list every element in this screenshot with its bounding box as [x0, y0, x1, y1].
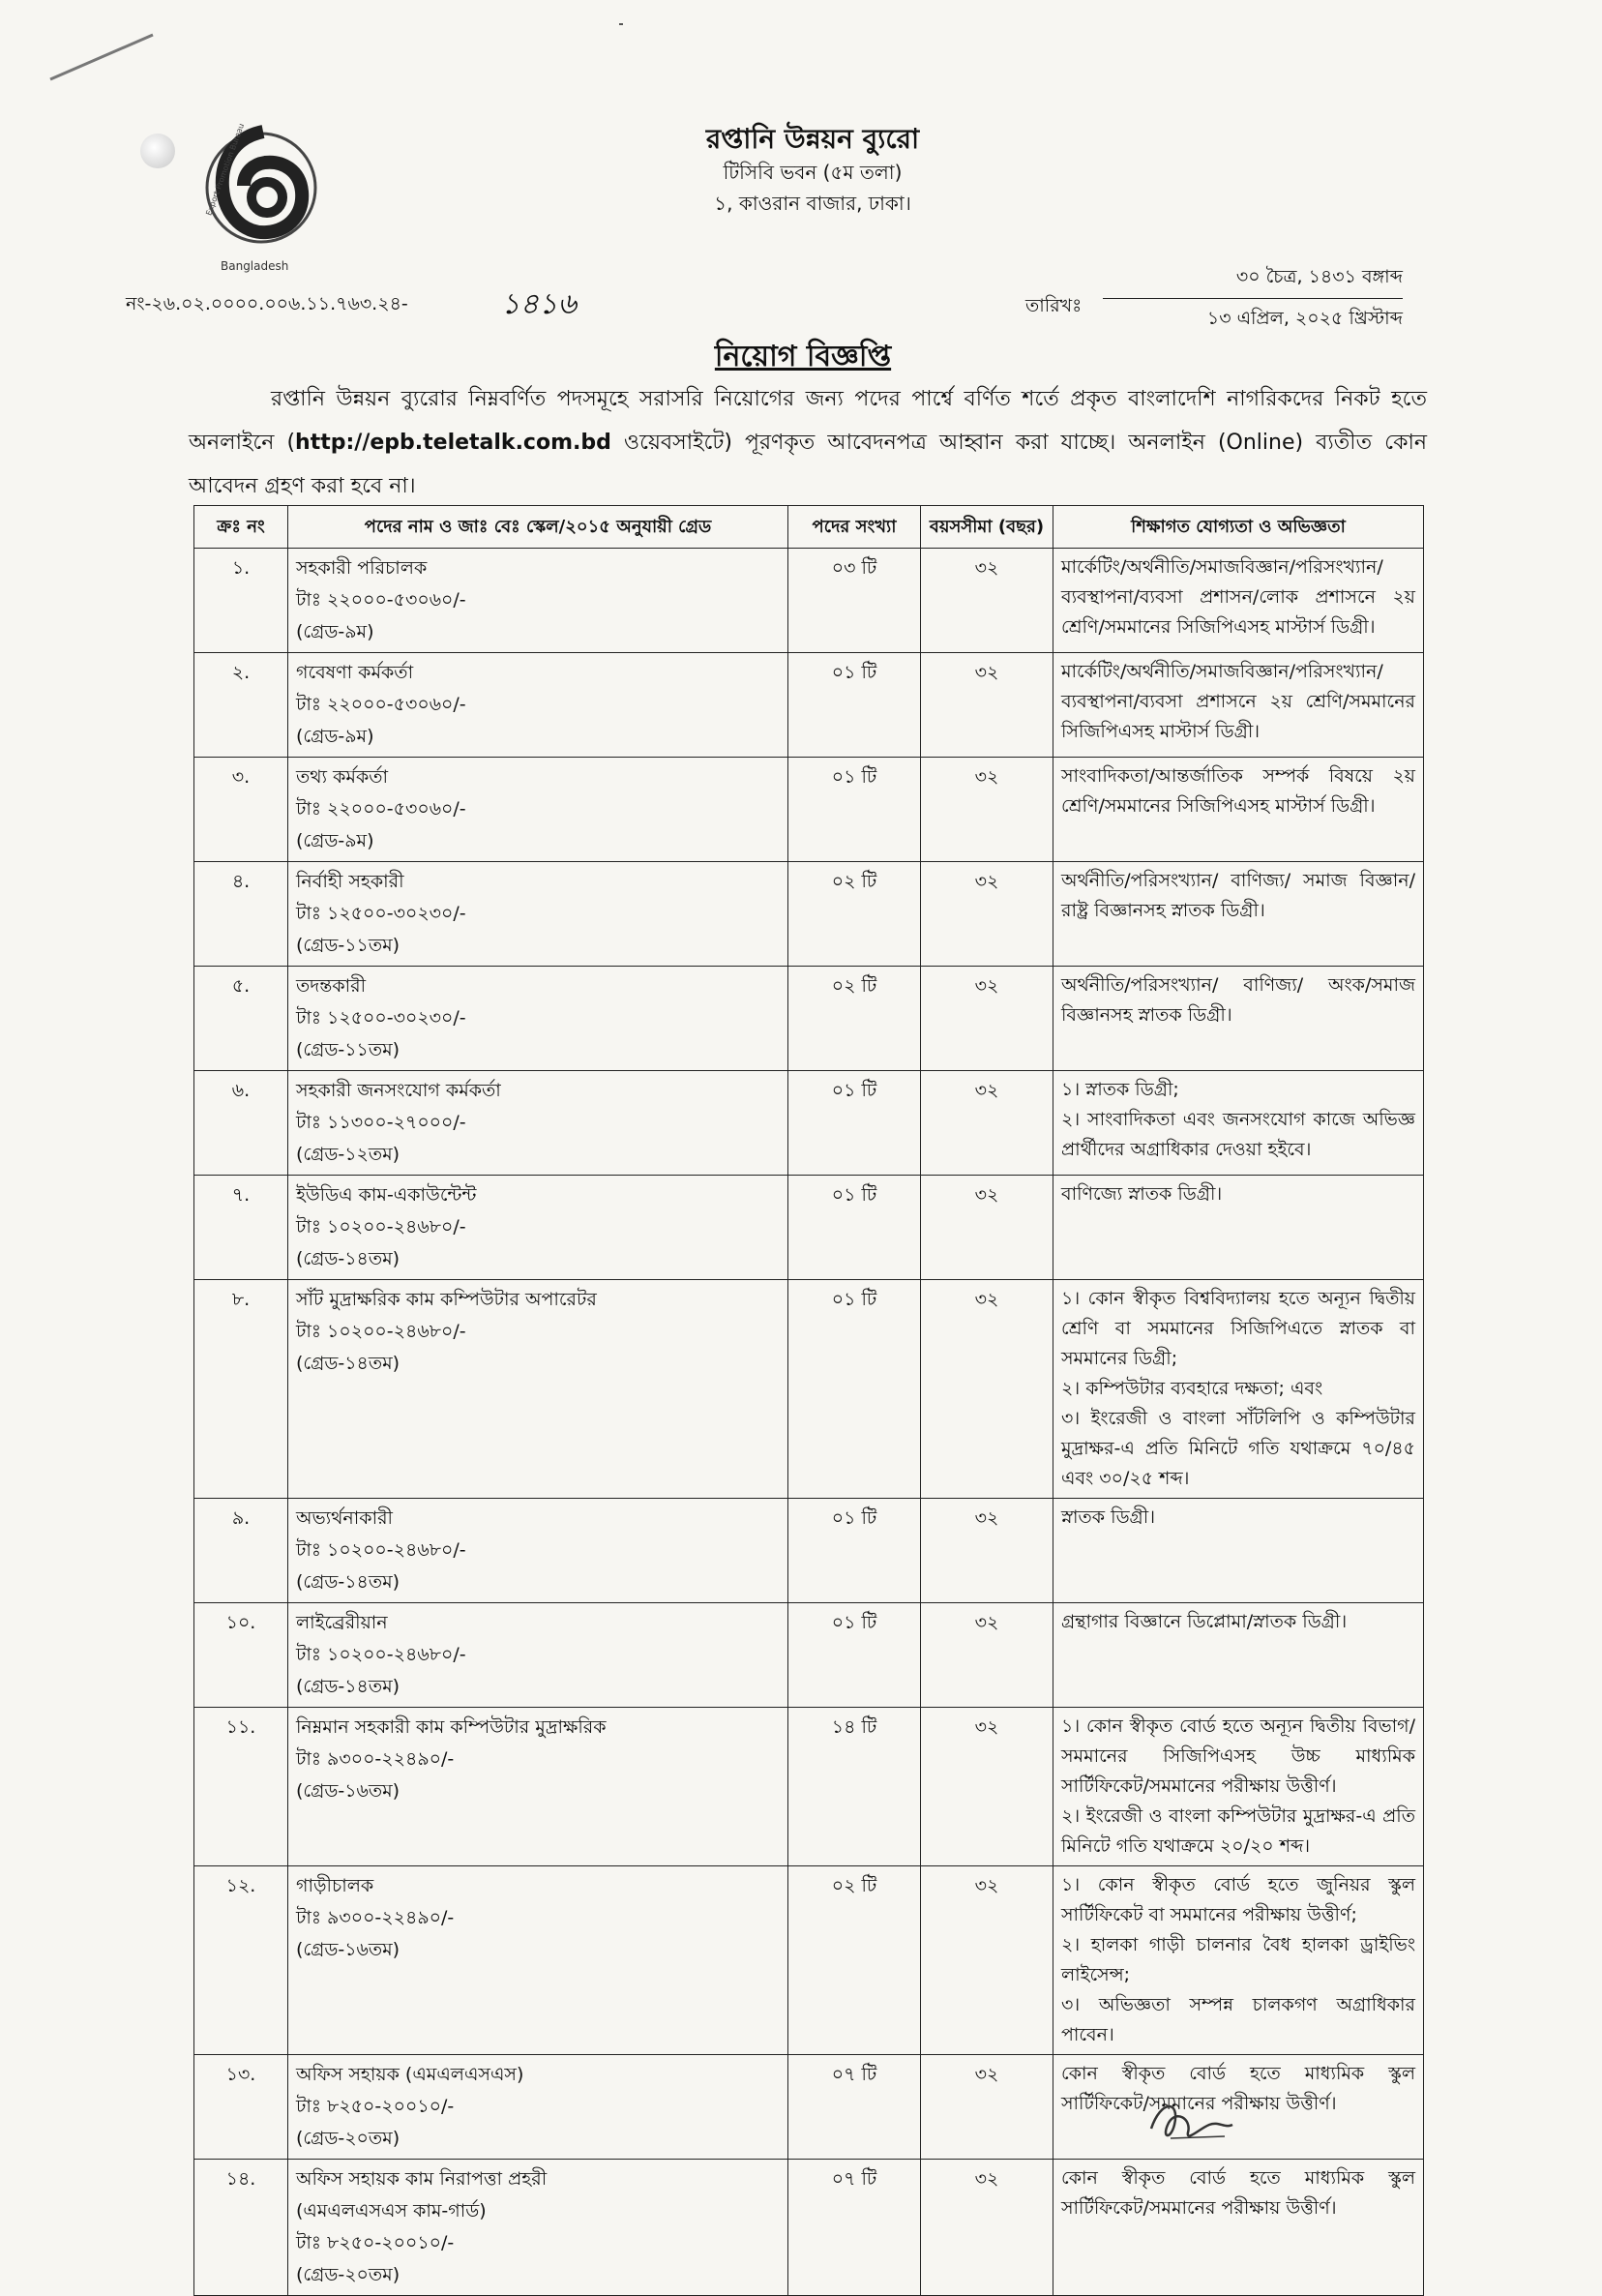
- memo-handwritten-number: ১৪১৬: [501, 287, 577, 321]
- office-name: রপ্তানি উন্নয়ন ব্যুরো: [705, 123, 920, 155]
- table-row: [194, 758, 1424, 862]
- qualification-line: ৩। অভিজ্ঞতা সম্পন্ন চালকগণ অগ্রাধিকার পাবেন।: [1061, 1994, 1415, 2045]
- row-post-count: ০৭ টি: [788, 2055, 921, 2160]
- qualification-line: ১। কোন স্বীকৃত বোর্ড হতে জুনিয়র স্কুল সার্টিফিকেট বা সমমানের পরীক্ষায় উত্তীর্ণ;: [1061, 1874, 1415, 1925]
- row-post-count: ০২ টি: [788, 967, 921, 1071]
- post-detail-line: টাঃ ৮২৫০-২০০১০/-: [296, 2232, 455, 2253]
- row-age-limit: ৩২: [921, 1499, 1053, 1603]
- post-title: সহকারী পরিচালক: [296, 557, 428, 579]
- post-title: গবেষণা কর্মকর্তা: [296, 662, 414, 683]
- row-age-limit: ৩২: [921, 653, 1053, 758]
- row-post-name: [288, 1280, 788, 1499]
- qualification-line: ৩। ইংরেজী ও বাংলা সাঁটলিপি ও কম্পিউটার মুদ্রাক্ষর-এ প্রতি মিনিটে গতি যথাক্রমে ৭০/৪৫ এবং ৩০/২৫ শব্দ।: [1061, 1408, 1415, 1489]
- row-serial: ২.: [194, 653, 288, 758]
- row-post-count: ০১ টি: [788, 1603, 921, 1708]
- row-post-name: [288, 1176, 788, 1280]
- date-label: তারিখঃ: [1025, 295, 1083, 316]
- post-title: নিম্নমান সহকারী কাম কম্পিউটার মুদ্রাক্ষরিক: [296, 1716, 607, 1738]
- qualification-line: ২। সাংবাদিকতা এবং জনসংযোগ কাজে অভিজ্ঞ প্রার্থীদের অগ্রাধিকার দেওয়া হইবে।: [1061, 1109, 1415, 1160]
- row-qualification: [1053, 1866, 1424, 2055]
- post-detail-line: (এমএলএসএস কাম-গার্ড): [296, 2200, 487, 2221]
- post-detail-line: টাঃ ৮২৫০-২০০১০/-: [296, 2096, 455, 2117]
- post-detail-line: টাঃ ১০২০০-২৪৬৮০/-: [296, 1644, 466, 1665]
- post-detail-line: (গ্রেড-১৪তম): [296, 1353, 400, 1374]
- row-qualification: [1053, 1603, 1424, 1708]
- row-qualification: [1053, 2055, 1424, 2160]
- qualification-line: গ্রন্থাগার বিজ্ঞানে ডিপ্লোমা/স্নাতক ডিগ্রী।: [1061, 1611, 1348, 1632]
- qualification-line: অর্থনীতি/পরিসংখ্যান/ বাণিজ্য/ সমাজ বিজ্ঞান/রাষ্ট্র বিজ্ঞানসহ স্নাতক ডিগ্রী।: [1061, 870, 1415, 921]
- row-age-limit: ৩২: [921, 549, 1053, 653]
- post-detail-line: (গ্রেড-৯ম): [296, 621, 374, 642]
- posts-table: [193, 505, 1424, 2296]
- row-serial: ১০.: [194, 1603, 288, 1708]
- post-detail-line: (গ্রেড-৯ম): [296, 830, 374, 851]
- memo-number: নং-২৬.০২.০০০০.০০৬.১১.৭৬৩.২৪-: [126, 293, 408, 314]
- post-title: ইউডিএ কাম-একাউন্টেন্ট: [296, 1184, 477, 1206]
- post-detail-line: টাঃ ২২০০০-৫৩০৬০/-: [296, 589, 466, 611]
- post-title: সাঁট মুদ্রাক্ষরিক কাম কম্পিউটার অপারেটর: [296, 1289, 597, 1310]
- row-qualification: [1053, 549, 1424, 653]
- row-age-limit: ৩২: [921, 2055, 1053, 2160]
- post-detail-line: টাঃ ১০২০০-২৪৬৮০/-: [296, 1539, 466, 1561]
- table-row: [194, 1176, 1424, 1280]
- table-row: [194, 1280, 1424, 1499]
- row-post-count: ০১ টি: [788, 1071, 921, 1176]
- row-serial: ৭.: [194, 1176, 288, 1280]
- post-title: অভ্যর্থনাকারী: [296, 1507, 393, 1529]
- post-detail-line: (গ্রেড-১২তম): [296, 1144, 400, 1165]
- qualification-line: সাংবাদিকতা/আন্তর্জাতিক সম্পর্ক বিষয়ে ২য় শ্রেণি/সমমানের সিজিপিএসহ মাস্টার্স ডিগ্রী।: [1061, 765, 1415, 817]
- epb-logo-icon: [195, 118, 321, 263]
- post-title: তথ্য কর্মকর্তা: [296, 766, 389, 788]
- row-serial: ১৩.: [194, 2055, 288, 2160]
- row-post-name: [288, 1603, 788, 1708]
- qualification-line: বাণিজ্যে স্নাতক ডিগ্রী।: [1061, 1183, 1223, 1205]
- post-title: অফিস সহায়ক (এমএলএসএস): [296, 2064, 524, 2085]
- row-age-limit: ৩২: [921, 1708, 1053, 1866]
- row-serial: ৮.: [194, 1280, 288, 1499]
- post-detail-line: (গ্রেড-১৪তম): [296, 1571, 400, 1593]
- date-bangla: ৩০ চৈত্র, ১৪৩১ বঙ্গাব্দ: [1103, 263, 1403, 299]
- row-post-count: ০১ টি: [788, 1176, 921, 1280]
- table-row: [194, 1071, 1424, 1176]
- post-detail-line: (গ্রেড-৯ম): [296, 726, 374, 747]
- post-detail-line: (গ্রেড-১৬তম): [296, 1780, 400, 1802]
- row-post-count: ০২ টি: [788, 1866, 921, 2055]
- post-detail-line: টাঃ ১০২০০-২৪৬৮০/-: [296, 1321, 466, 1342]
- row-qualification: [1053, 1176, 1424, 1280]
- post-detail-line: টাঃ ১১৩০০-২৭০০০/-: [296, 1112, 466, 1133]
- office-address: ১, কাওরান বাজার, ঢাকা।: [714, 192, 911, 215]
- table-row: [194, 2055, 1424, 2160]
- post-detail-line: (গ্রেড-১৬তম): [296, 1939, 400, 1960]
- post-title: নির্বাহী সহকারী: [296, 871, 404, 892]
- qualification-line: কোন স্বীকৃত বোর্ড হতে মাধ্যমিক স্কুল সার্টিফিকেট/সমমানের পরীক্ষায় উত্তীর্ণ।: [1061, 2063, 1415, 2114]
- row-qualification: [1053, 1499, 1424, 1603]
- office-building: টিসিবি ভবন (৫ম তলা): [723, 161, 903, 184]
- row-serial: ৪.: [194, 862, 288, 967]
- post-detail-line: টাঃ ২২০০০-৫৩০৬০/-: [296, 694, 466, 715]
- intro-text-after: ওয়েবসাইটে) পূরণকৃত আবেদনপত্র আহ্বান করা যাচ্ছে। অনলাইন (Online) ব্যতীত কোন আবেদন গ্রহণ করা হবে না।: [189, 431, 1427, 498]
- post-detail-line: (গ্রেড-১৪তম): [296, 1248, 400, 1269]
- intro-text-before: রপ্তানি উন্নয়ন ব্যুরোর নিম্নবর্ণিত পদসমূহে সরাসরি নিয়োগের জন্য পদের পার্শ্বে বর্ণিত শর্তে প্রকৃত বাংলাদেশি নাগরিকদের নিকট হতে অনলাইনে (: [189, 387, 1427, 455]
- post-detail-line: টাঃ ৯৩০০-২২৪৯০/-: [296, 1748, 455, 1770]
- qualification-line: স্নাতক ডিগ্রী।: [1061, 1506, 1156, 1528]
- table-row: [194, 2160, 1424, 2296]
- row-age-limit: ৩২: [921, 862, 1053, 967]
- qualification-line: অর্থনীতি/পরিসংখ্যান/ বাণিজ্য/ অংক/সমাজ বিজ্ঞানসহ স্নাতক ডিগ্রী।: [1061, 974, 1415, 1026]
- application-url[interactable]: http://epb.teletalk.com.bd: [295, 431, 611, 455]
- row-serial: ৫.: [194, 967, 288, 1071]
- row-age-limit: ৩২: [921, 1176, 1053, 1280]
- table-row: [194, 1866, 1424, 2055]
- row-post-name: [288, 2055, 788, 2160]
- row-post-count: ০১ টি: [788, 758, 921, 862]
- row-serial: ১১.: [194, 1708, 288, 1866]
- posts-table-body: [194, 549, 1424, 2296]
- header-qualification: শিক্ষাগত যোগ্যতা ও অভিজ্ঞতা: [1053, 506, 1424, 549]
- table-row: [194, 549, 1424, 653]
- row-post-name: [288, 1866, 788, 2055]
- row-qualification: [1053, 1280, 1424, 1499]
- qualification-line: কোন স্বীকৃত বোর্ড হতে মাধ্যমিক স্কুল সার্টিফিকেট/সমমানের পরীক্ষায় উত্তীর্ণ।: [1061, 2167, 1415, 2219]
- row-qualification: [1053, 862, 1424, 967]
- post-detail-line: (গ্রেড-২০তম): [296, 2264, 400, 2285]
- table-header-row: [194, 506, 1424, 549]
- pen-scratch: [46, 29, 163, 87]
- post-title: গাড়ীচালক: [296, 1875, 374, 1896]
- post-detail-line: টাঃ ১০২০০-২৪৬৮০/-: [296, 1216, 466, 1237]
- post-detail-line: টাঃ ১২৫০০-৩০২৩০/-: [296, 903, 466, 924]
- row-post-count: ০১ টি: [788, 1499, 921, 1603]
- notice-title: নিয়োগ বিজ্ঞপ্তি: [714, 340, 892, 373]
- header-sl: ক্রঃ নং: [194, 506, 288, 549]
- qualification-line: ২। কম্পিউটার ব্যবহারে দক্ষতা; এবং: [1061, 1378, 1323, 1399]
- row-serial: ১.: [194, 549, 288, 653]
- row-post-count: ০৩ টি: [788, 549, 921, 653]
- table-row: [194, 1708, 1424, 1866]
- svg-text:Export Promotion Bureau: Export Promotion Bureau: [204, 122, 247, 217]
- post-title: তদন্তকারী: [296, 975, 367, 997]
- row-qualification: [1053, 653, 1424, 758]
- signature-mark: [1142, 2090, 1238, 2158]
- row-qualification: [1053, 1708, 1424, 1866]
- post-detail-line: (গ্রেড-১১তম): [296, 935, 400, 956]
- row-post-count: ১৪ টি: [788, 1708, 921, 1866]
- row-post-name: [288, 1708, 788, 1866]
- qualification-line: ১। কোন স্বীকৃত বোর্ড হতে অন্যূন দ্বিতীয় বিভাগ/সমমানের সিজিপিএসহ উচ্চ মাধ্যমিক সার্টিফিকেট/সমমানের পরীক্ষায় উত্তীর্ণ।: [1061, 1715, 1415, 1797]
- header-age-limit: বয়সসীমা (বছর): [921, 506, 1053, 549]
- row-age-limit: ৩২: [921, 758, 1053, 862]
- header-post-count: পদের সংখ্যা: [788, 506, 921, 549]
- post-title: অফিস সহায়ক কাম নিরাপত্তা প্রহরী: [296, 2168, 548, 2190]
- qualification-line: ১। কোন স্বীকৃত বিশ্ববিদ্যালয় হতে অন্যূন দ্বিতীয় শ্রেণি বা সমমানের সিজিপিএতে স্নাতক বা সমমানের ডিগ্রী;: [1061, 1288, 1415, 1369]
- header-post-name: পদের নাম ও জাঃ বেঃ স্কেল/২০১৫ অনুযায়ী গ্রেড: [288, 506, 788, 549]
- qualification-line: ২। হালকা গাড়ী চালনার বৈধ হালকা ড্রাইভিং লাইসেন্স;: [1061, 1934, 1415, 1985]
- qualification-line: ১। স্নাতক ডিগ্রী;: [1061, 1079, 1179, 1100]
- row-age-limit: ৩২: [921, 1280, 1053, 1499]
- qualification-line: মার্কেটিং/অর্থনীতি/সমাজবিজ্ঞান/পরিসংখ্যান/ব্যবস্থাপনা/ব্যবসা প্রশাসন/লোক প্রশাসনে ২য় শ্রেণি/সমমানের সিজিপিএসহ মাস্টার্স ডিগ্রী।: [1061, 556, 1415, 638]
- row-qualification: [1053, 967, 1424, 1071]
- row-age-limit: ৩২: [921, 967, 1053, 1071]
- row-serial: ১২.: [194, 1866, 288, 2055]
- row-qualification: [1053, 2160, 1424, 2296]
- post-title: সহকারী জনসংযোগ কর্মকর্তা: [296, 1080, 501, 1101]
- row-post-count: ০১ টি: [788, 653, 921, 758]
- post-detail-line: (গ্রেড-২০তম): [296, 2128, 400, 2149]
- intro-paragraph: [189, 377, 1427, 508]
- row-post-name: [288, 1499, 788, 1603]
- post-title: লাইব্রেরীয়ান: [296, 1612, 388, 1633]
- row-post-name: [288, 1071, 788, 1176]
- row-post-name: [288, 758, 788, 862]
- post-detail-line: (গ্রেড-১১তম): [296, 1039, 400, 1060]
- row-age-limit: ৩২: [921, 1603, 1053, 1708]
- row-age-limit: ৩২: [921, 2160, 1053, 2296]
- row-qualification: [1053, 1071, 1424, 1176]
- row-post-count: ০৭ টি: [788, 2160, 921, 2296]
- row-post-name: [288, 967, 788, 1071]
- row-post-name: [288, 653, 788, 758]
- qualification-line: মার্কেটিং/অর্থনীতি/সমাজবিজ্ঞান/পরিসংখ্যান/ব্যবস্থাপনা/ব্যবসা প্রশাসনে ২য় শ্রেণি/সমমানের সিজিপিএসহ মাস্টার্স ডিগ্রী।: [1061, 661, 1415, 742]
- row-serial: ৯.: [194, 1499, 288, 1603]
- logo-country-text: Bangladesh: [221, 259, 289, 273]
- post-detail-line: টাঃ ১২৫০০-৩০২৩০/-: [296, 1007, 466, 1029]
- table-row: [194, 1603, 1424, 1708]
- table-row: [194, 967, 1424, 1071]
- row-serial: ৬.: [194, 1071, 288, 1176]
- row-qualification: [1053, 758, 1424, 862]
- row-serial: ১৪.: [194, 2160, 288, 2296]
- row-serial: ৩.: [194, 758, 288, 862]
- post-detail-line: টাঃ ৯৩০০-২২৪৯০/-: [296, 1907, 455, 1928]
- row-post-count: ০১ টি: [788, 1280, 921, 1499]
- date-gregorian: ১৩ এপ্রিল, ২০২৫ খ্রিস্টাব্দ: [1206, 308, 1403, 329]
- post-detail-line: টাঃ ২২০০০-৫৩০৬০/-: [296, 798, 466, 820]
- row-post-name: [288, 862, 788, 967]
- date-block: [1025, 263, 1403, 336]
- row-post-name: [288, 549, 788, 653]
- row-age-limit: ৩২: [921, 1866, 1053, 2055]
- stray-mark: [619, 23, 623, 25]
- table-row: [194, 1499, 1424, 1603]
- row-post-count: ০২ টি: [788, 862, 921, 967]
- punch-hole: [140, 134, 175, 168]
- row-age-limit: ৩২: [921, 1071, 1053, 1176]
- row-post-name: [288, 2160, 788, 2296]
- post-detail-line: (গ্রেড-১৪তম): [296, 1676, 400, 1697]
- table-row: [194, 653, 1424, 758]
- qualification-line: ২। ইংরেজী ও বাংলা কম্পিউটার মুদ্রাক্ষর-এ প্রতি মিনিটে গতি যথাক্রমে ২০/২০ শব্দ।: [1061, 1805, 1415, 1857]
- table-row: [194, 862, 1424, 967]
